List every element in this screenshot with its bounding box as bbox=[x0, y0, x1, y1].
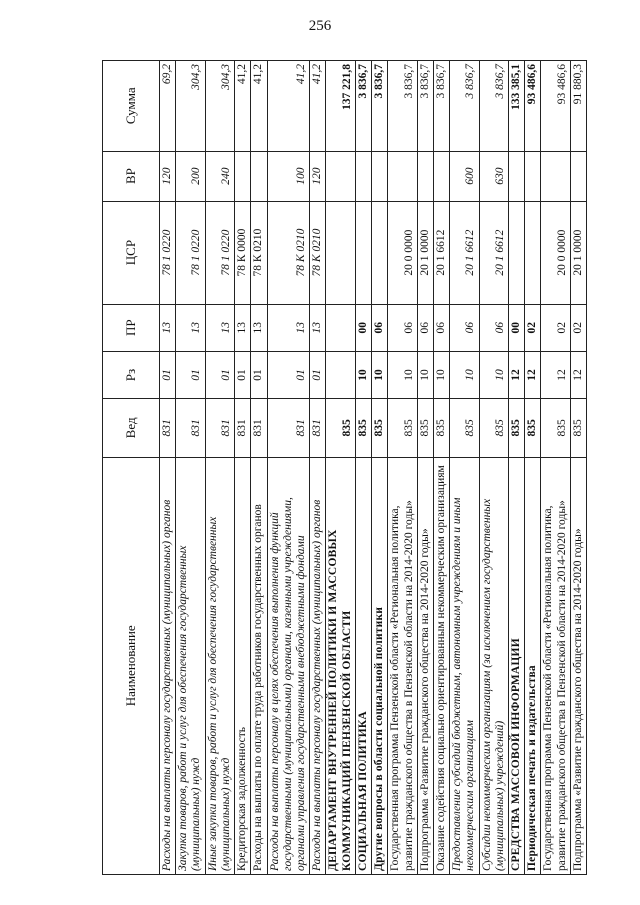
cell-name: Подпрограмма «Развитие гражданского общества на 2014-2020 годы» bbox=[570, 457, 586, 874]
cell-sum: 304,3 bbox=[205, 61, 234, 152]
table-row bbox=[433, 61, 449, 875]
cell-vr bbox=[326, 151, 355, 201]
cell-ved: 831 bbox=[310, 399, 326, 457]
cell-ved: 831 bbox=[205, 399, 234, 457]
cell-csr: 20 0 0000 bbox=[388, 201, 417, 304]
cell-ved: 835 bbox=[525, 399, 541, 457]
cell-sum: 41,2 bbox=[310, 61, 326, 152]
cell-ved: 831 bbox=[267, 399, 310, 457]
cell-pr bbox=[326, 304, 355, 351]
cell-pr: 06 bbox=[417, 304, 433, 351]
header-sum: Сумма bbox=[103, 61, 160, 152]
cell-vr bbox=[251, 151, 267, 201]
cell-vr: 100 bbox=[267, 151, 310, 201]
cell-vr bbox=[372, 151, 388, 201]
cell-csr: 20 1 6612 bbox=[433, 201, 449, 304]
cell-vr bbox=[570, 151, 586, 201]
cell-ved: 831 bbox=[160, 399, 176, 457]
cell-ved: 831 bbox=[176, 399, 205, 457]
table-row bbox=[541, 61, 570, 875]
cell-vr bbox=[235, 151, 251, 201]
cell-csr: 20 0 0000 bbox=[541, 201, 570, 304]
cell-vr bbox=[541, 151, 570, 201]
table-row bbox=[479, 61, 508, 875]
cell-rz: 10 bbox=[388, 351, 417, 398]
cell-sum: 133 385,1 bbox=[509, 61, 525, 152]
cell-ved: 835 bbox=[433, 399, 449, 457]
header-rz: Рз bbox=[103, 351, 160, 398]
table-row bbox=[372, 61, 388, 875]
cell-rz: 12 bbox=[570, 351, 586, 398]
cell-sum: 3 836,7 bbox=[417, 61, 433, 152]
cell-ved: 835 bbox=[417, 399, 433, 457]
rotated-table-container bbox=[102, 60, 584, 875]
cell-sum: 3 836,7 bbox=[450, 61, 479, 152]
cell-pr: 13 bbox=[205, 304, 234, 351]
cell-rz: 12 bbox=[525, 351, 541, 398]
cell-name: ДЕПАРТАМЕНТ ВНУТРЕННЕЙ ПОЛИТИКИ И МАССОВЫХ КОММУНИКАЦИЙ ПЕНЗЕНСКОЙ ОБЛАСТИ bbox=[326, 457, 355, 874]
page-number: 256 bbox=[308, 18, 332, 34]
cell-rz: 01 bbox=[235, 351, 251, 398]
cell-ved: 835 bbox=[570, 399, 586, 457]
cell-vr bbox=[525, 151, 541, 201]
table-row bbox=[388, 61, 417, 875]
header-vr: ВР bbox=[103, 151, 160, 201]
cell-csr: 20 1 6612 bbox=[479, 201, 508, 304]
cell-sum: 304,3 bbox=[176, 61, 205, 152]
cell-sum: 93 486,6 bbox=[541, 61, 570, 152]
cell-rz: 01 bbox=[205, 351, 234, 398]
cell-rz: 10 bbox=[450, 351, 479, 398]
header-ved: Вед bbox=[103, 399, 160, 457]
table-header-row bbox=[103, 61, 160, 875]
cell-name: СРЕДСТВА МАССОВОЙ ИНФОРМАЦИИ bbox=[509, 457, 525, 874]
cell-rz: 01 bbox=[267, 351, 310, 398]
cell-vr: 120 bbox=[310, 151, 326, 201]
cell-rz: 10 bbox=[417, 351, 433, 398]
cell-pr: 13 bbox=[160, 304, 176, 351]
cell-vr: 120 bbox=[160, 151, 176, 201]
cell-name: Закупка товаров, работ и услуг для обеспечения государственных (муниципальных) нужд bbox=[176, 457, 205, 874]
cell-pr: 13 bbox=[310, 304, 326, 351]
cell-pr: 06 bbox=[479, 304, 508, 351]
cell-sum: 93 486,6 bbox=[525, 61, 541, 152]
cell-name: Расходы на выплаты по оплате труда работников государственных органов bbox=[251, 457, 267, 874]
cell-rz: 01 bbox=[310, 351, 326, 398]
table-row bbox=[525, 61, 541, 875]
cell-sum: 3 836,7 bbox=[372, 61, 388, 152]
table-row bbox=[176, 61, 205, 875]
cell-csr bbox=[326, 201, 355, 304]
cell-csr: 78 К 0000 bbox=[235, 201, 251, 304]
cell-vr bbox=[417, 151, 433, 201]
cell-rz: 10 bbox=[433, 351, 449, 398]
cell-csr: 20 1 0000 bbox=[417, 201, 433, 304]
cell-name: Государственная программа Пензенской области «Региональная политика, развитие гражданского общества в Пензенской области на 2014-2020 годы» bbox=[541, 457, 570, 874]
cell-rz bbox=[326, 351, 355, 398]
header-csr: ЦСР bbox=[103, 201, 160, 304]
cell-rz: 01 bbox=[160, 351, 176, 398]
cell-pr: 00 bbox=[509, 304, 525, 351]
cell-ved: 835 bbox=[355, 399, 371, 457]
cell-vr: 600 bbox=[450, 151, 479, 201]
table-row bbox=[509, 61, 525, 875]
cell-sum: 41,2 bbox=[251, 61, 267, 152]
cell-name: Кредиторская задолженность bbox=[235, 457, 251, 874]
cell-ved: 835 bbox=[509, 399, 525, 457]
cell-vr: 630 bbox=[479, 151, 508, 201]
table-row bbox=[160, 61, 176, 875]
cell-name: Периодическая печать и издательства bbox=[525, 457, 541, 874]
cell-pr: 02 bbox=[525, 304, 541, 351]
table-row bbox=[251, 61, 267, 875]
cell-name: Расходы на выплаты персоналу государственных (муниципальных) органов bbox=[160, 457, 176, 874]
cell-name: Другие вопросы в области социальной политики bbox=[372, 457, 388, 874]
cell-name: СОЦИАЛЬНАЯ ПОЛИТИКА bbox=[355, 457, 371, 874]
header-name: Наименование bbox=[103, 457, 160, 874]
cell-csr: 78 К 0210 bbox=[267, 201, 310, 304]
cell-ved: 835 bbox=[372, 399, 388, 457]
cell-name: Расходы на выплаты персоналу в целях обеспечения выполнения функций государственными (муниципальными) органами, казенными учреждениями, органами управления государственными внебюджетными фондами bbox=[267, 457, 310, 874]
table-body bbox=[160, 61, 587, 875]
cell-csr bbox=[509, 201, 525, 304]
cell-rz: 12 bbox=[541, 351, 570, 398]
table-row bbox=[355, 61, 371, 875]
table-row bbox=[310, 61, 326, 875]
table-row bbox=[326, 61, 355, 875]
cell-pr: 00 bbox=[355, 304, 371, 351]
cell-rz: 10 bbox=[372, 351, 388, 398]
cell-csr: 78 1 0220 bbox=[176, 201, 205, 304]
cell-pr: 13 bbox=[267, 304, 310, 351]
cell-vr bbox=[388, 151, 417, 201]
cell-ved: 831 bbox=[235, 399, 251, 457]
cell-pr: 13 bbox=[235, 304, 251, 351]
cell-name: Государственная программа Пензенской области «Региональная политика, развитие гражданского общества в Пензенской области на 2014-2020 годы» bbox=[388, 457, 417, 874]
cell-csr: 20 1 6612 bbox=[450, 201, 479, 304]
cell-csr bbox=[372, 201, 388, 304]
cell-sum: 3 836,7 bbox=[433, 61, 449, 152]
cell-ved: 835 bbox=[450, 399, 479, 457]
budget-table bbox=[102, 60, 587, 875]
cell-pr: 13 bbox=[176, 304, 205, 351]
cell-pr: 06 bbox=[433, 304, 449, 351]
cell-vr bbox=[509, 151, 525, 201]
cell-pr: 02 bbox=[541, 304, 570, 351]
cell-vr bbox=[433, 151, 449, 201]
cell-pr: 06 bbox=[450, 304, 479, 351]
cell-sum: 41,2 bbox=[235, 61, 251, 152]
cell-name: Оказание содействия социально ориентированным некоммерческим организациям bbox=[433, 457, 449, 874]
cell-pr: 06 bbox=[388, 304, 417, 351]
cell-csr: 78 1 0220 bbox=[205, 201, 234, 304]
cell-sum: 91 880,3 bbox=[570, 61, 586, 152]
cell-rz: 01 bbox=[176, 351, 205, 398]
cell-csr bbox=[355, 201, 371, 304]
table-row bbox=[450, 61, 479, 875]
cell-sum: 69,2 bbox=[160, 61, 176, 152]
cell-vr bbox=[355, 151, 371, 201]
cell-csr: 78 К 0210 bbox=[251, 201, 267, 304]
cell-sum: 3 836,7 bbox=[355, 61, 371, 152]
cell-ved: 835 bbox=[479, 399, 508, 457]
cell-sum: 41,2 bbox=[267, 61, 310, 152]
table-row bbox=[205, 61, 234, 875]
cell-pr: 02 bbox=[570, 304, 586, 351]
table-row bbox=[235, 61, 251, 875]
cell-csr: 78 1 0220 bbox=[160, 201, 176, 304]
cell-rz: 10 bbox=[479, 351, 508, 398]
cell-sum: 3 836,7 bbox=[479, 61, 508, 152]
cell-ved: 835 bbox=[388, 399, 417, 457]
cell-rz: 10 bbox=[355, 351, 371, 398]
cell-csr: 20 1 0000 bbox=[570, 201, 586, 304]
cell-vr: 240 bbox=[205, 151, 234, 201]
cell-rz: 01 bbox=[251, 351, 267, 398]
cell-name: Предоставление субсидий бюджетным, автономным учреждениям и иным некоммерческим организациям bbox=[450, 457, 479, 874]
cell-ved: 835 bbox=[541, 399, 570, 457]
cell-csr bbox=[525, 201, 541, 304]
cell-sum: 3 836,7 bbox=[388, 61, 417, 152]
cell-name: Расходы на выплаты персоналу государственных (муниципальных) органов bbox=[310, 457, 326, 874]
table-row bbox=[267, 61, 310, 875]
cell-ved: 835 bbox=[326, 399, 355, 457]
table-row bbox=[570, 61, 586, 875]
cell-name: Субсидии некоммерческим организациям (за исключением государственных (муниципальных) учреждений) bbox=[479, 457, 508, 874]
cell-ved: 831 bbox=[251, 399, 267, 457]
cell-pr: 13 bbox=[251, 304, 267, 351]
cell-name: Иные закупки товаров, работ и услуг для обеспечения государственных (муниципальных) нужд bbox=[205, 457, 234, 874]
cell-sum: 137 221,8 bbox=[326, 61, 355, 152]
cell-pr: 06 bbox=[372, 304, 388, 351]
cell-vr: 200 bbox=[176, 151, 205, 201]
header-pr: ПР bbox=[103, 304, 160, 351]
cell-csr: 78 К 0210 bbox=[310, 201, 326, 304]
table-row bbox=[417, 61, 433, 875]
cell-name: Подпрограмма «Развитие гражданского общества на 2014-2020 годы» bbox=[417, 457, 433, 874]
cell-rz: 12 bbox=[509, 351, 525, 398]
